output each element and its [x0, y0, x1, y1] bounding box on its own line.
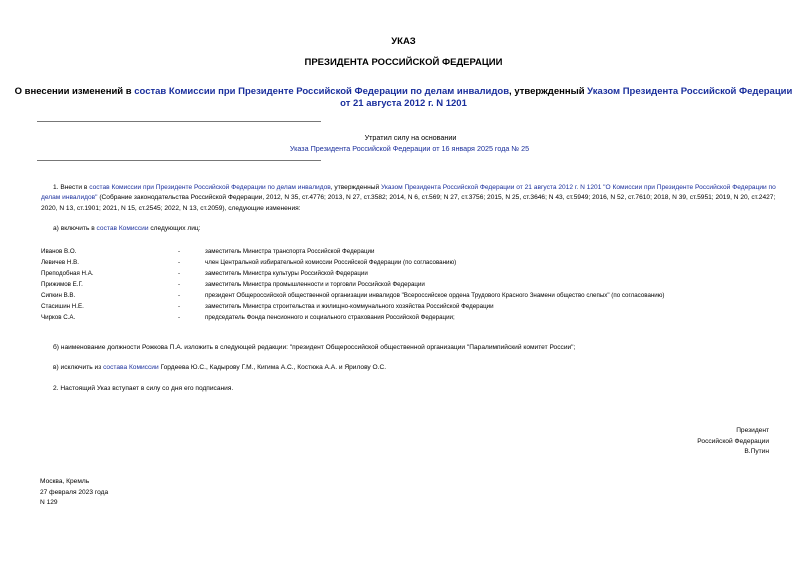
- point-2: 2. Настоящий Указ вступает в силу со дня его подписания.: [53, 385, 234, 392]
- sub-a-prefix: а) включить в: [53, 225, 97, 232]
- sub-b: б) наименование должности Рожкова П.А. изложить в следующей редакции: "президент Общероссийской общественной организации "Паралимпийский комитет России";: [53, 344, 576, 351]
- member-name: Стасишин Н.Е.: [41, 303, 84, 310]
- point-1-mid: , утвержденный: [330, 184, 381, 191]
- commission-link[interactable]: состав Комиссии при Президенте Российской Федерации по делам инвалидов: [89, 184, 331, 191]
- repeal-notice-line2: [0, 144, 807, 155]
- title-text: О внесении изменений в: [14, 86, 135, 97]
- member-name: Прижимов Е.Г.: [41, 281, 83, 288]
- member-name: Левичев Н.В.: [41, 259, 79, 266]
- divider-bottom: [37, 160, 321, 161]
- member-dash: -: [178, 303, 181, 310]
- signing-details: [40, 477, 108, 509]
- signature-country: Российской Федерации: [697, 437, 769, 445]
- decree-1201-link[interactable]: Указом Президента Российской Федерации от 21 августа 2012 г. N 1201 "О Комиссии при Президенте: [380, 184, 694, 191]
- member-dash: -: [178, 270, 181, 277]
- issuer-heading: ПРЕЗИДЕНТА РОССИЙСКОЙ ФЕДЕРАЦИИ: [304, 57, 503, 68]
- member-dash: -: [178, 281, 181, 288]
- signature-title: Президент: [736, 427, 769, 434]
- member-name: Иванов В.О.: [41, 248, 77, 255]
- signature-name: В.Путин: [744, 448, 769, 455]
- member-name: Преподобная Н.А.: [41, 270, 94, 277]
- repeal-notice: [0, 133, 807, 144]
- title-text-2: , утвержденный: [509, 86, 588, 97]
- commission-composition-link[interactable]: состав Комиссии при Президенте Российской Федерации по делам инвалидов: [134, 86, 510, 97]
- member-dash: -: [178, 248, 181, 255]
- sub-c: [53, 363, 386, 373]
- decree-number: N 129: [40, 499, 58, 506]
- point-1-prefix: 1. Внести в: [53, 184, 90, 191]
- decree-link[interactable]: Указом Президента Российской Федерации: [587, 86, 793, 97]
- member-role: заместитель Министра строительства и жилищно-коммунального хозяйства Российской Федерации: [205, 303, 494, 310]
- member-role: председатель Фонда пенсионного и социального страхования Российской Федерации;: [205, 314, 455, 321]
- point-1-sources-cont: 52, ст.7610; 2018, N 39, ст.5951; 2019, N 20, ст.2427; 2020, N 13, ст.1901; 2021, N 15, ст.2545; 2022, N 13, ст.2059), следующие изменения:: [41, 194, 776, 212]
- member-role: заместитель Министра промышленности и торговли Российской Федерации: [205, 281, 425, 288]
- title-line-2: [0, 98, 807, 110]
- sub-c-suffix: Гордеева Ю.С., Кадырову Г.М., Кигима А.С., Костюка А.А. и Ярилову О.С.: [158, 364, 387, 371]
- member-role: президент Общероссийской общественной организации инвалидов "Всероссийское ордена Трудового Красного Знамени общество слепых" (по согласованию): [205, 292, 665, 299]
- document-title: [0, 86, 807, 98]
- member-dash: -: [178, 292, 181, 299]
- member-name: Чирков С.А.: [41, 314, 76, 321]
- decree-date-link[interactable]: от 21 августа 2012 г. N 1201: [340, 98, 467, 109]
- decree-1201-link-cont[interactable]: Российской Федерации по делам инвалидов": [41, 184, 776, 202]
- member-dash: -: [178, 314, 181, 321]
- signing-date: 27 февраля 2023 года: [40, 488, 109, 496]
- member-dash: -: [178, 259, 181, 266]
- member-role: член Центральной избирательной комиссии Российской Федерации (по согласованию): [205, 259, 457, 266]
- signature-block: [697, 426, 769, 458]
- point-1: [41, 183, 776, 214]
- member-role: заместитель Министра транспорта Российской Федерации: [205, 248, 375, 255]
- repeal-decree-link[interactable]: Указа Президента Российской Федерации от 16 января 2025 года № 25: [289, 144, 530, 153]
- member-name: Сипкин В.В.: [41, 292, 76, 299]
- commission-composition-link-a[interactable]: состав Комиссии: [96, 225, 149, 232]
- commission-composition-link-c[interactable]: состава Комиссии: [103, 364, 159, 371]
- sub-a: [53, 224, 200, 234]
- member-role: заместитель Министра культуры Российской Федерации: [205, 270, 368, 277]
- sub-c-prefix: в) исключить из: [53, 364, 104, 371]
- decree-type: УКАЗ: [391, 36, 416, 47]
- repeal-notice-text: Утратил силу на основании: [364, 133, 457, 142]
- divider-top: [37, 121, 321, 122]
- sub-a-suffix: следующих лиц:: [148, 225, 201, 232]
- point-1-sources: (Собрание законодательства Российской Федерации, 2012, N 35, ст.4776; 2013, N 27, ст.3582; 2014, N 6, ст.569; N 27, ст.3756; 2015, N 25, ст.3646; N 43, ст.5949; 2016, N: [97, 194, 616, 202]
- signing-place: Москва, Кремль: [40, 478, 90, 485]
